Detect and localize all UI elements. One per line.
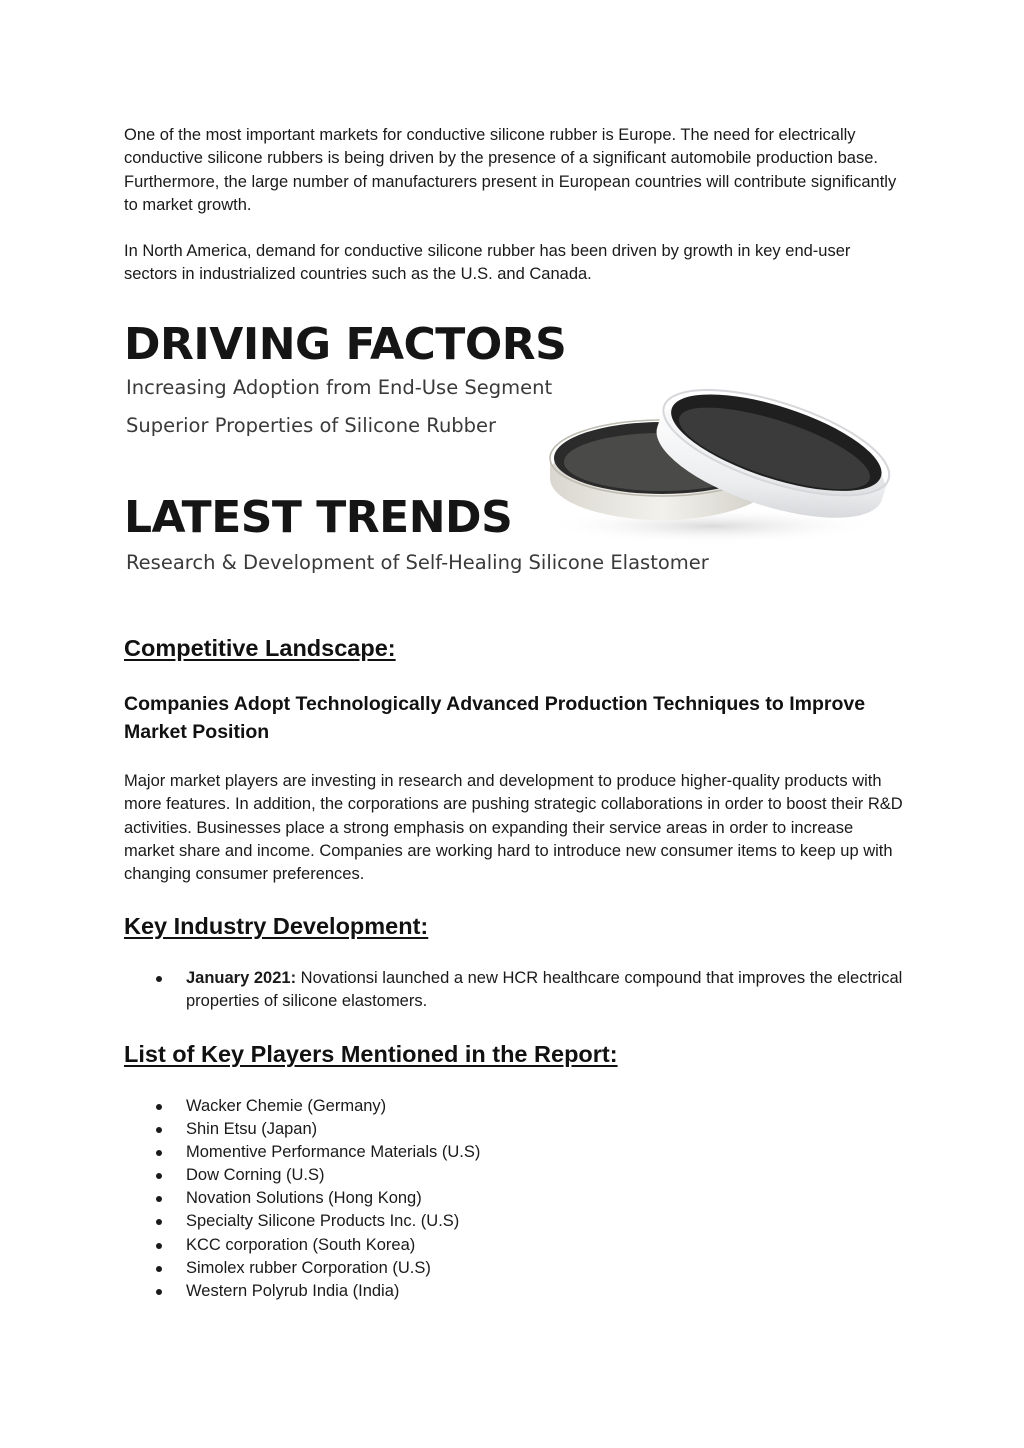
europe-paragraph: One of the most important markets for conductive silicone rubber is Europe. The need for electrically conductive silicone rubbers is being driven by the presence of a significant automobile production base. Furthermore, the large number of manufacturers present in European countries will contribute significantly to market growth. — [124, 126, 897, 214]
bullet-icon — [156, 1150, 162, 1156]
list-item — [124, 1280, 904, 1303]
player-name: Specialty Silicone Products Inc. (U.S) — [186, 1212, 460, 1231]
list-item — [124, 1118, 904, 1141]
driving-factors-banner — [124, 320, 904, 588]
list-item — [124, 1187, 904, 1210]
key-players-list — [124, 1095, 904, 1303]
list-item — [124, 1234, 904, 1257]
development-text: Novationsi launched a new HCR healthcare compound that improves the electrical properties of silicone elastomers. — [186, 969, 903, 1011]
bullet-icon — [156, 1289, 162, 1295]
player-name: Western Polyrub India (India) — [186, 1281, 400, 1300]
competitive-subheading: Companies Adopt Technologically Advanced Production Techniques to Improve Market Position — [124, 693, 866, 743]
bullet-icon — [156, 1196, 162, 1202]
latest-trends-title: LATEST TRENDS — [124, 492, 513, 543]
list-item — [124, 967, 904, 1013]
list-item — [124, 1257, 904, 1280]
player-name: Novation Solutions (Hong Kong) — [186, 1189, 422, 1208]
silicone-rings-image — [542, 376, 892, 546]
driving-factor-item: Superior Properties of Silicone Rubber — [126, 414, 497, 437]
latest-trend-item: Research & Development of Self-Healing Silicone Elastomer — [126, 551, 709, 574]
key-players-heading: List of Key Players Mentioned in the Report: — [124, 1041, 618, 1067]
list-item — [124, 1095, 904, 1118]
bullet-icon — [156, 1173, 162, 1179]
bullet-icon — [156, 1219, 162, 1225]
player-name: Simolex rubber Corporation (U.S) — [186, 1258, 431, 1277]
bullet-icon — [156, 1104, 162, 1110]
list-item — [124, 1141, 904, 1164]
driving-factor-item: Increasing Adoption from End-Use Segment — [126, 376, 553, 399]
driving-factors-title: DRIVING FACTORS — [124, 319, 567, 370]
player-name: Wacker Chemie (Germany) — [186, 1097, 387, 1115]
competitive-landscape-heading: Competitive Landscape: — [124, 635, 396, 661]
player-name: Dow Corning (U.S) — [186, 1166, 325, 1185]
list-item — [124, 1210, 904, 1233]
development-list — [124, 967, 904, 1013]
player-name: KCC corporation (South Korea) — [186, 1235, 416, 1254]
development-date: January 2021: — [186, 969, 297, 987]
list-item — [124, 1164, 904, 1187]
key-industry-development-heading: Key Industry Development: — [124, 913, 429, 939]
bullet-icon — [156, 976, 162, 982]
bullet-icon — [156, 1243, 162, 1249]
player-name: Momentive Performance Materials (U.S) — [186, 1143, 481, 1162]
north-america-paragraph: In North America, demand for conductive silicone rubber has been driven by growth in key end-user sectors in industrialized countries such as the U.S. and Canada. — [124, 242, 851, 284]
competitive-paragraph: Major market players are investing in research and development to produce higher-quality products with more features. In addition, the corporations are pushing strategic collaborations in order to boost their R&D activities. Businesses place a strong emphasis on expanding their service areas in order to increase market share and income. Companies are working hard to introduce new consumer items to keep up with changing consumer preferences. — [124, 772, 903, 884]
player-name: Shin Etsu (Japan) — [186, 1120, 318, 1139]
bullet-icon — [156, 1266, 162, 1272]
bullet-icon — [156, 1127, 162, 1133]
